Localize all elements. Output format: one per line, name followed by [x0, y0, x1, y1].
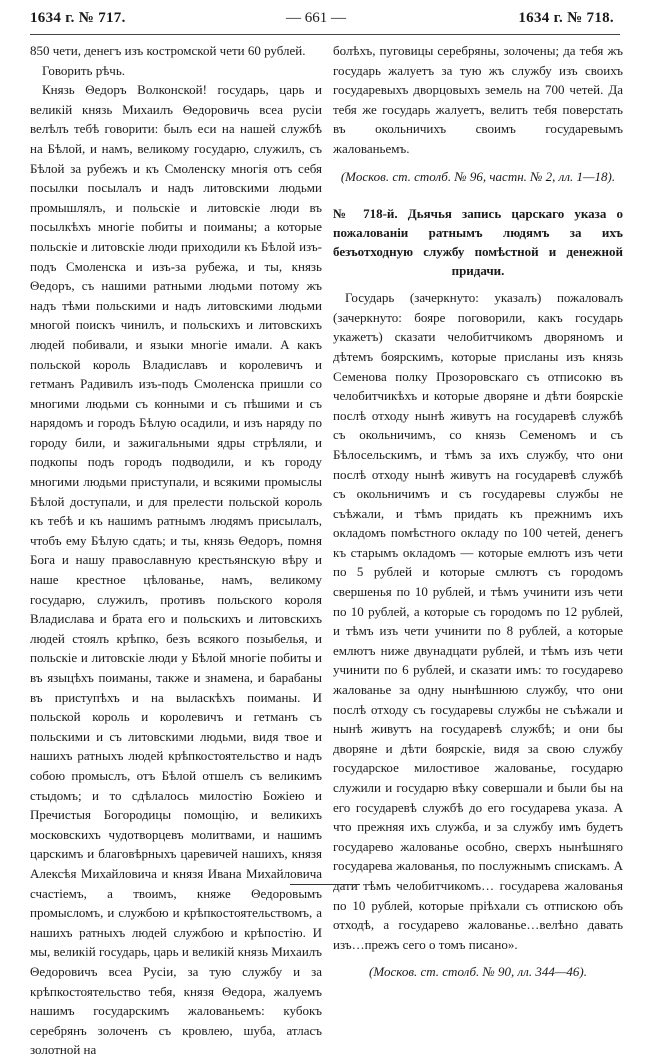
source-citation-717: (Москов. ст. столб. № 96, частн. № 2, лл. 1—18). [340, 168, 616, 184]
spacer [333, 954, 623, 962]
spacer [333, 159, 623, 167]
paragraph-continuation-right: болѣхъ, пуговицы серебряны, золочены; да тебя жъ государь жалуетъ за тую жъ службу изъ своихъ государевыхъ дворцовыхъ земель на 700 четей. Да тебя же государь жалуетъ, велитъ тебя поверстать въ окольничихъ своимъ государевымъ жалованьемъ. [333, 43, 623, 156]
left-column [30, 41, 322, 1060]
source-citation-718: (Москов. ст. столб. № 90, лл. 344—46). [369, 964, 587, 980]
header-rule [30, 34, 620, 35]
document-718-title: № 718-й. Дьячья запись царскаго указа о пожалованіи ратнымъ людямъ за ихъ безъотходную службу помѣстной и денежной придачи. [333, 206, 623, 279]
page-number: — 661 — [286, 10, 346, 26]
paragraph-decree: Государь (зачеркнуто: указалъ) пожаловалъ (зачеркнуто: бояре поговорили, какъ государь укажетъ) сказати челобитчикомъ дворяномъ и дѣтемъ боярскимъ, которые присланы изъ князь Семенова полку Прозоровскаго съ отписокю въ челобитчикѣхъ и которые дворяне и дѣти боярскіе послѣ отходу нынѣ живутъ на государевѣ службѣ съ окольничимъ, со князь Семеномъ и съ Бѣлосельскимъ, и тѣмъ за ихъ службу, что они послѣ отходу нынѣ живутъ на государевѣ службѣ съ окольничимъ и съ государевы службы не съѣжали, и тѣмъ придать къ прежнимъ ихъ окладомъ помѣстного окладу по 100 четей, денегъ къ старымъ окладомъ — которые емлютъ изъ чети по 5 рублей и которые смлютъ съ городомъ свершенья по 10 рублей, и тѣмъ учинити изъ чети по 10 рублей, а которые съ городомъ по 12 рублей, и тѣмъ изъ чети учинити по 8 рублей, а которые емлютъ ниже двунадцати рублей, и тѣмъ изъ чети учинити по 6 рублей, и сказати имъ: то государево жалованье за одну нынѣшнюю службу, что они послѣ отходу съ государевы службы не съѣжали и нынѣ живутъ на государевѣ службѣ; и они бы дворяне и дѣти боярскіе, видя за свою службу государское милостивое жалованье, государю служили и государю вѣку совершали и были бы на его государевѣ службѣ до его государева указа. А что прежняя ихъ служба, и за службу имъ будетъ государево жалованье особно, сверхъ нынѣшняго государева жалованья, по послужнымъ спискамъ. А дати тѣмъ челобитчикомъ… государева жалованья по 10 рублей, которые пріѣхали съ отпискою объ отходѣ, а государево жалованье…велѣно давать изъ…прежъ сего о томъ писано». [333, 290, 623, 952]
spacer [333, 186, 623, 204]
paragraph-speech: Князь Θедоръ Волконской! государь, царь и великій князь Михаилъ Θедоровичь всеа русіи велѣлъ тебѣ говорити: былъ еси на нашей службѣ на Бѣлой, и намъ, великому государю, служилъ, съ Бѣлой за рубежъ и къ Смоленску многія отъ себя посылки посылалъ и надъ литовскими людьми промышлялъ, и польскіе и литовскіе люди въ посылкѣхъ многіе побиты и поиманы; а которые польскіе и литовскіе люди приходили къ Бѣлой изъ-подъ Смоленска и изъ-за рубежа, и ты, князь Θедоръ, съ нашими ратными людьми потому жъ надъ тѣми польскими и надъ литовскими людьми многой поискъ чинилъ, и польскихъ и литовскихъ людей побивали, и языки многіе имали. А какъ польской король Владиславъ и королевичъ и гетманъ Радивилъ изъ-подъ Смоленска пришли со многими людьми съ конными и съ пѣшими и съ нарядомъ и городъ Бѣлую осадили, и изъ наряду по городу били, и зажигальными ядры стрѣляли, и подкопы подъ городъ подводили, и къ городу многими людьми приступали, и всякими промыслы Бѣлой доступали, и для прелести польской король къ тебѣ и къ нашимъ ратнымъ людямъ присылалъ, чтобъ ему Бѣлую сдать; и ты, князь Θедоръ, помня Бога и нашу православную крестьянскую вѣру и наше крестное цѣлованье, намъ, великому государю, служилъ, противъ польского короля Владислава и брата его и польскихъ и литовскихъ людей стоялъ крѣпко, безъ всякого позыбелья, и польскіе и литовскіе люди у Бѣлой многіе побиты и въ языцѣхъ поиманы, также и знамена, и барабаны въ приступѣхъ и на выласкѣхъ поиманы. И польской король и королевичъ и гетманъ съ польскими и съ литовскими людьми, видя твое и нашихъ ратныхъ людей крѣпкостоятельство и надъ собою промыслъ, отъ Бѣлой отшелъ съ великимъ стыдомъ; и то сдѣлалось милостію Божіею и Пречистыя Богородицы помощію, и великихъ московскихъ чудотворцевъ молитвами, и нашимъ царскимъ и благовѣрныхъ царевичей нашихъ, князя Алексѣя Михайловича и князя Ивана Михайловича счастіемъ, а твоимъ, княже Θедоровымъ промысломъ, и службою и крѣпкостоятельствомъ, а нашихъ ратныхъ людей службою и крѣпостію. И мы, великій государь, царь и великій князь Михаилъ Θедоровичъ всеа Русіи, за тую службу и за крѣпкостоятельство тебя, князя Θедора, жалуемъ нашимъ государскимъ жалованьемъ: кубокъ серебрянъ золоченъ съ кровлею, шуба, атласъ золотной на [30, 82, 322, 1058]
paragraph-speech-heading: Говорить рѣчь. [42, 62, 126, 78]
running-header-left: 1634 г. № 717. [30, 10, 126, 26]
paragraph-continuation: 850 чети, денегъ изъ костромской чети 60 рублей. [30, 43, 306, 58]
right-column [333, 41, 623, 982]
running-header-right: 1634 г. № 718. [518, 10, 614, 26]
spacer [333, 280, 623, 288]
footer-rule [290, 884, 360, 885]
